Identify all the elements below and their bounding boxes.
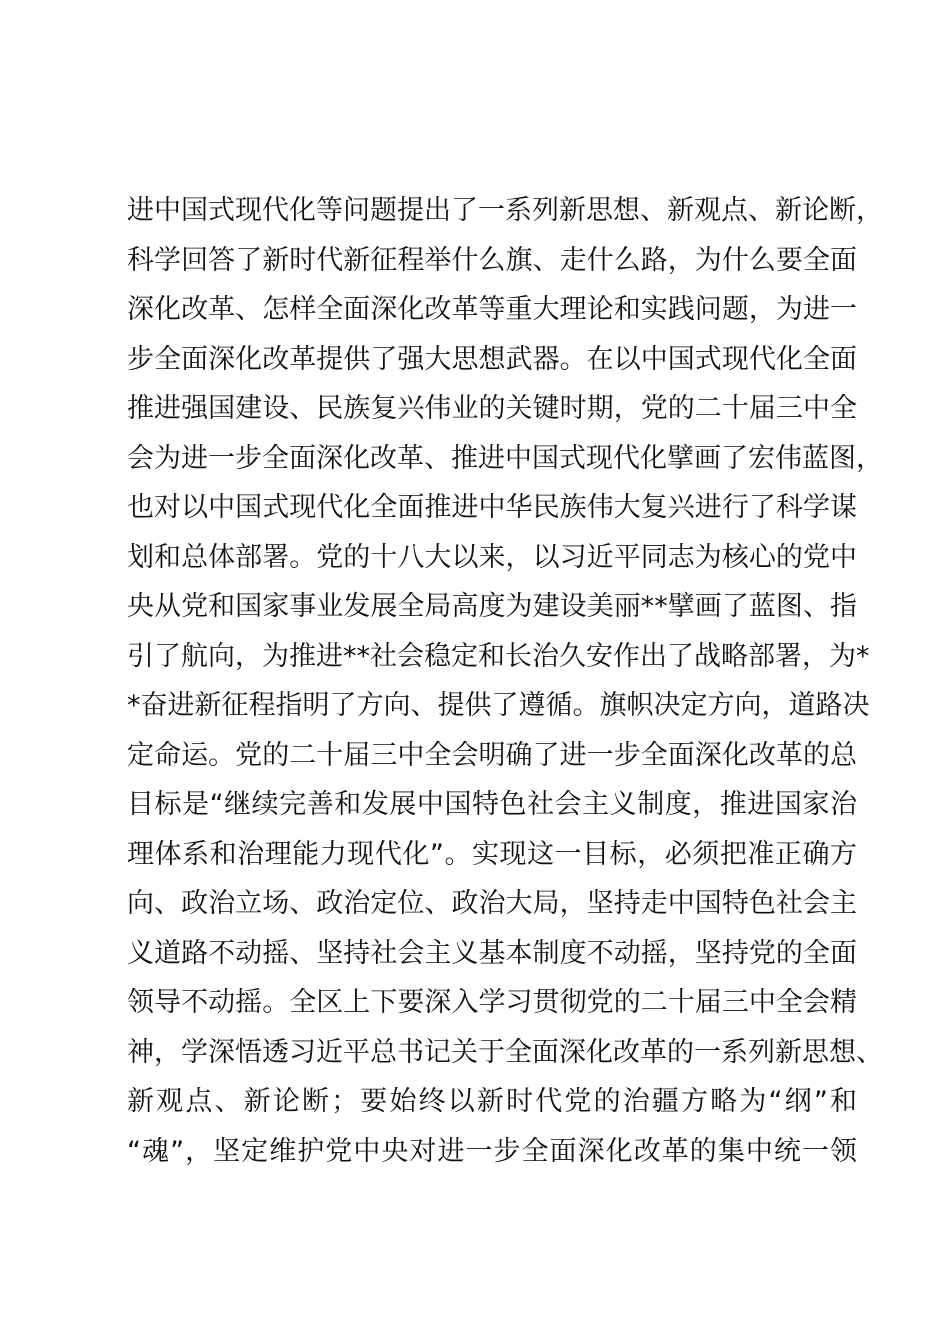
text-line: 向、政治立场、政治定位、政治大局，坚持走中国特色社会主 xyxy=(127,888,857,919)
text-line: 目标是“继续完善和发展中国特色社会主义制度，推进国家治 xyxy=(127,789,857,820)
text-line: 义道路不动摇、坚持社会主义基本制度不动摇，坚持党的全面 xyxy=(127,937,857,969)
text-line: 新观点、新论断；要始终以新时代党的治疆方略为“纲”和 xyxy=(127,1086,857,1117)
text-line: 领导不动摇。全区上下要深入学习贯彻党的二十届三中全会精 xyxy=(127,987,857,1018)
text-line: 理体系和治理能力现代化”。实现这一目标，必须把准正确方 xyxy=(127,838,857,870)
text-line: 定命运。党的二十届三中全会明确了进一步全面深化改革的总 xyxy=(127,739,857,771)
body-paragraph xyxy=(127,186,883,1176)
text-line: 进中国式现代化等问题提出了一系列新思想、新观点、新论断， xyxy=(127,195,883,226)
text-line: 央从党和国家事业发展全局高度为建设美丽**擘画了蓝图、指 xyxy=(127,591,857,622)
text-line: 科学回答了新时代新征程举什么旗、走什么路，为什么要全面 xyxy=(127,244,857,276)
text-line: 推进强国建设、民族复兴伟业的关键时期，党的二十届三中全 xyxy=(127,393,857,424)
text-line: 深化改革、怎样全面深化改革等重大理论和实践问题，为进一 xyxy=(127,294,857,325)
text-line: 引了航向，为推进**社会稳定和长治久安作出了战略部署，为* xyxy=(127,640,870,672)
text-line: 步全面深化改革提供了强大思想武器。在以中国式现代化全面 xyxy=(127,343,857,375)
text-line: 也对以中国式现代化全面推进中华民族伟大复兴进行了科学谋 xyxy=(127,492,857,523)
text-line: “魂”，坚定维护党中央对进一步全面深化改革的集中统一领 xyxy=(127,1135,857,1167)
text-line: 划和总体部署。党的十八大以来，以习近平同志为核心的党中 xyxy=(127,541,857,573)
text-line: *奋进新征程指明了方向、提供了遵循。旗帜决定方向，道路决 xyxy=(127,690,870,721)
text-line: 会为进一步全面深化改革、推进中国式现代化擘画了宏伟蓝图， xyxy=(127,442,883,474)
text-line: 神，学深悟透习近平总书记关于全面深化改革的一系列新思想、 xyxy=(127,1036,883,1068)
